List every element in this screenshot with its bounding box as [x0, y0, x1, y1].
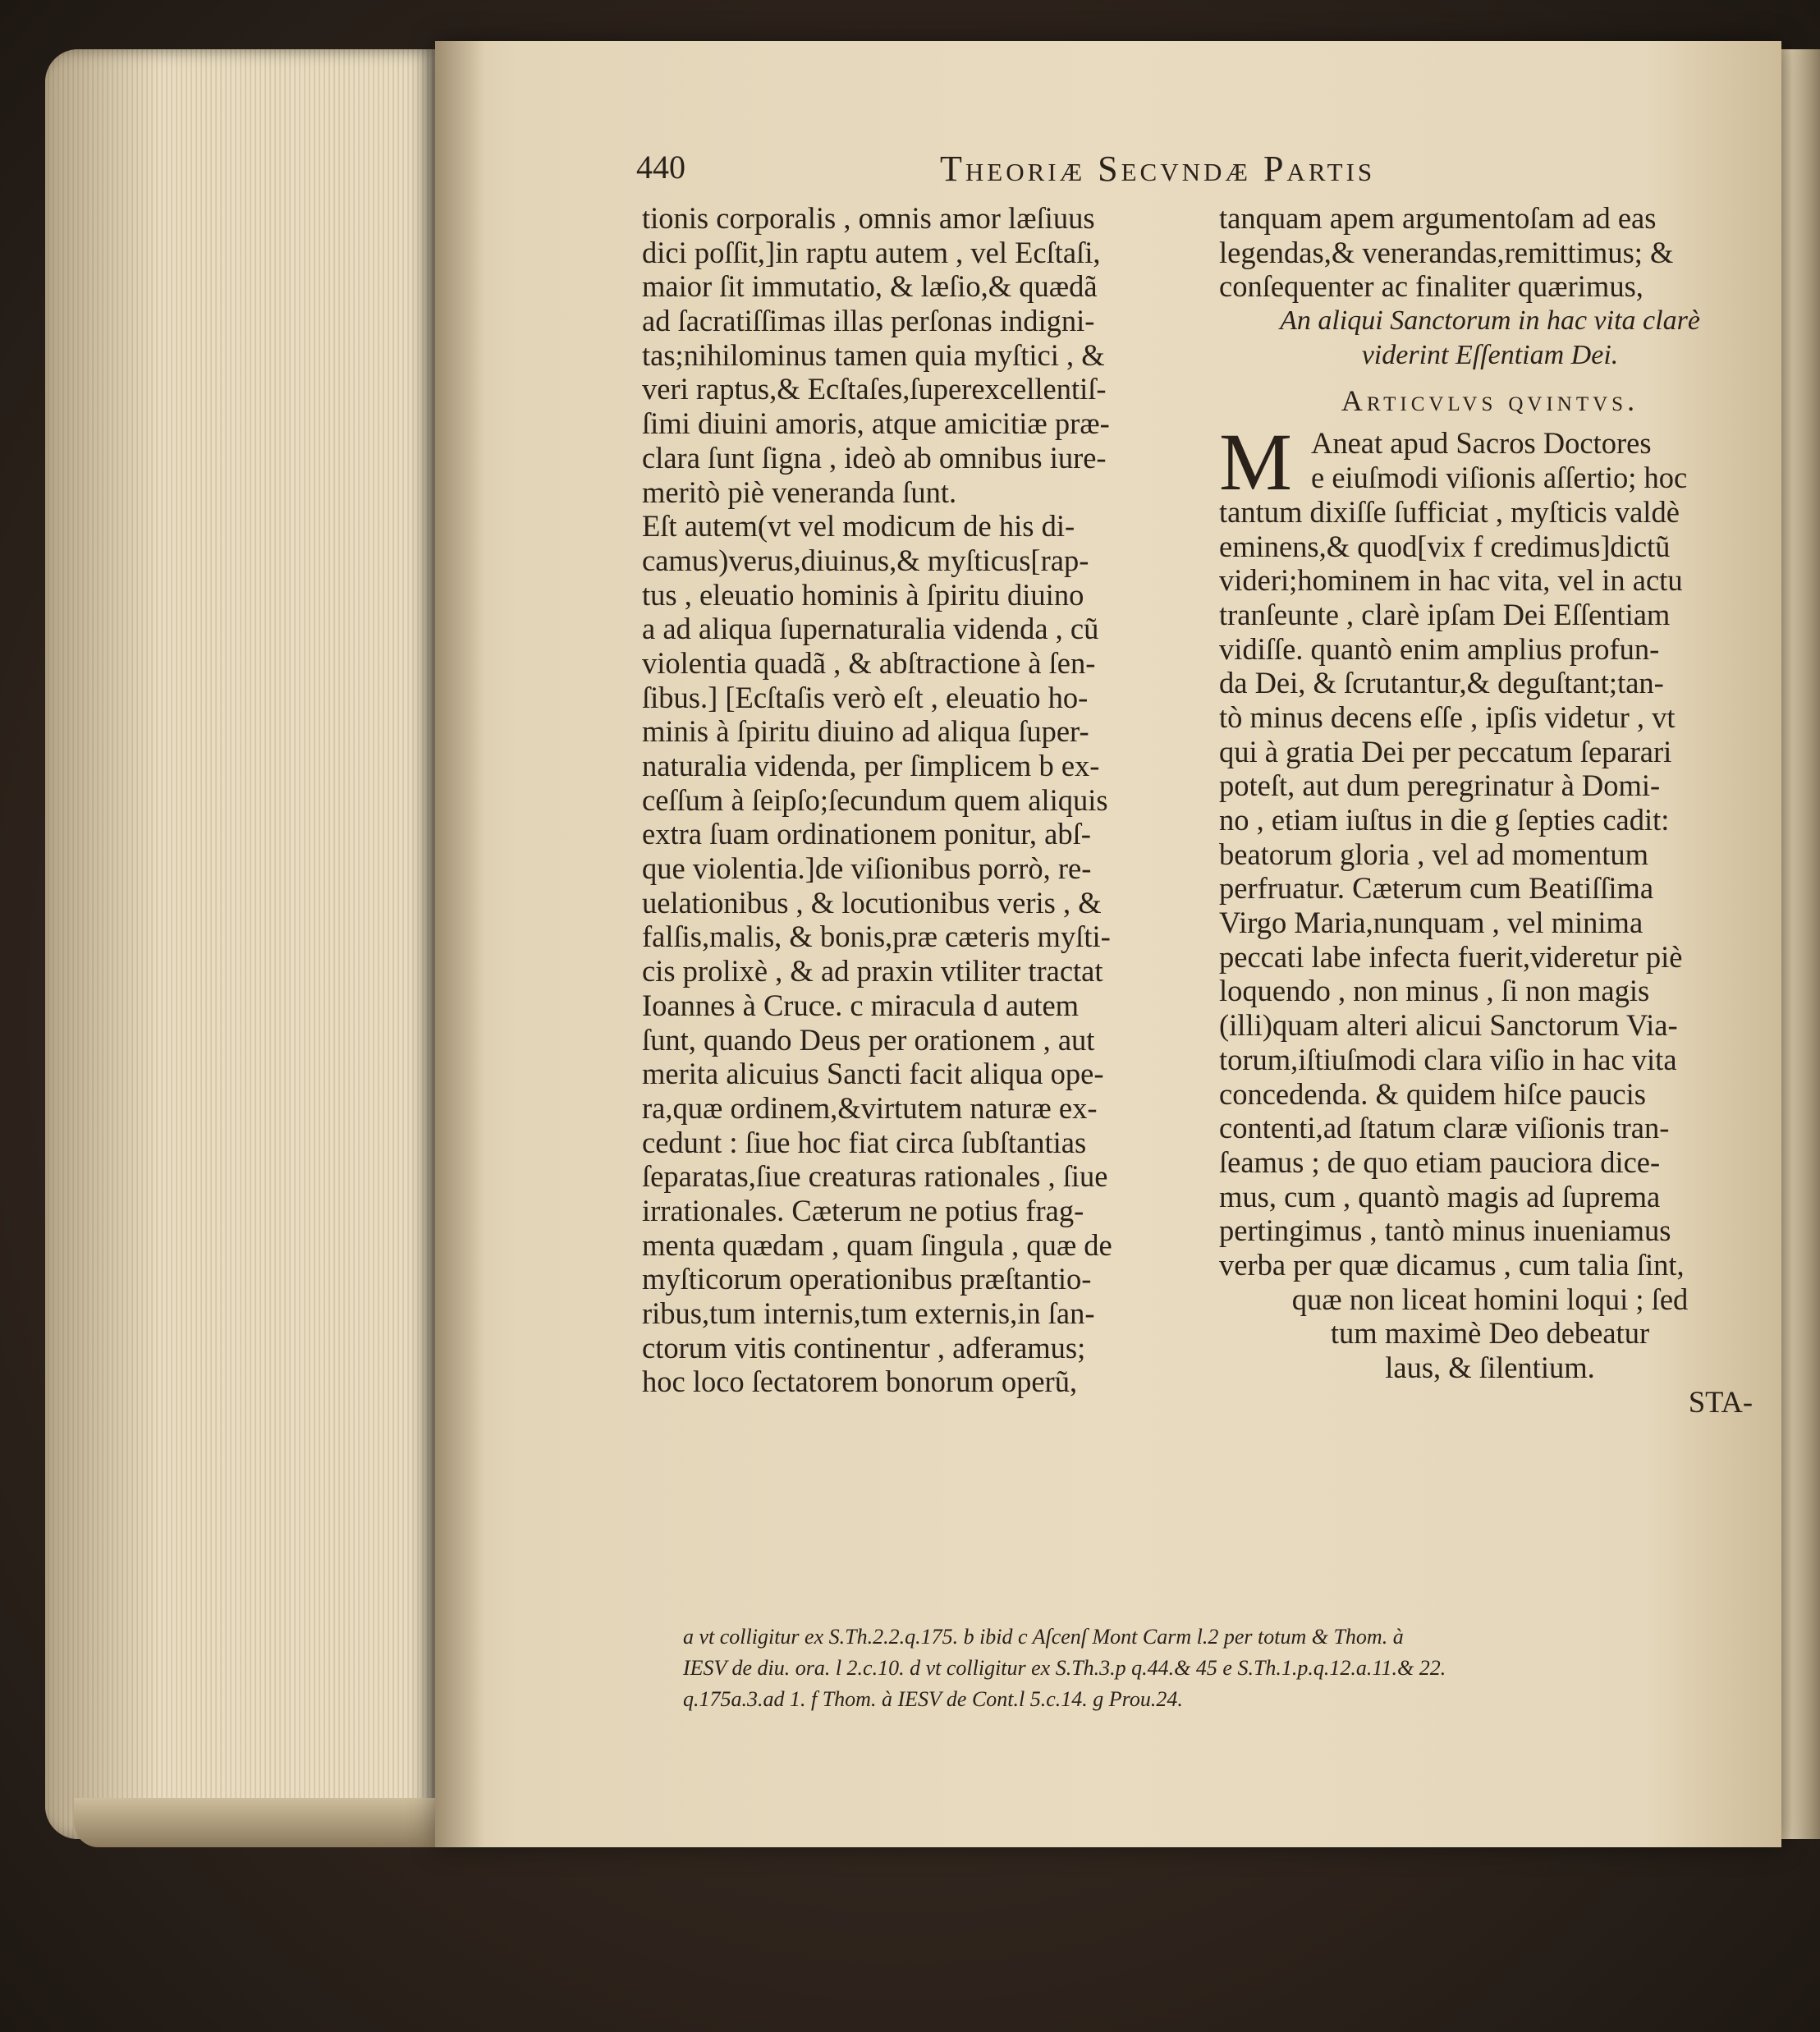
- dropcap-lines: [1219, 426, 1761, 494]
- text-line: menta quædam , quam ſingula , quæ de: [642, 1227, 1112, 1262]
- text-line: tò minus decens eſſe , ipſis videtur , vt: [1219, 700, 1676, 734]
- running-title: Theoriæ Secvndæ Partis: [940, 149, 1376, 189]
- text-line: tionis corporalis , omnis amor læſiuus: [642, 201, 1095, 235]
- text-line: da Dei, & ſcrutantur,& deguſtant;tan-: [1219, 666, 1664, 700]
- text-line: clara ſunt ſigna , ideò ab omnibus iure-: [642, 440, 1107, 475]
- text-line: tranſeunte , clarè ipſam Dei Eſſentiam: [1219, 597, 1671, 631]
- text-line: no , etiam iuſtus in die g ſepties cadit:: [1219, 803, 1670, 837]
- text-line: concedenda. & quidem hiſce paucis: [1219, 1076, 1646, 1111]
- text-line: ad ſacratiſſimas illas perſonas indigni-: [642, 304, 1095, 338]
- text-line: Eſt autem(vt vel modicum de his di-: [642, 509, 1075, 544]
- text-line: meritò piè veneranda ſunt.: [642, 475, 957, 509]
- text-line: ra,quæ ordinem,&virtutem naturæ ex-: [642, 1090, 1098, 1125]
- left-text-column: [642, 201, 1208, 1399]
- text-line: ſimi diuini amoris, atque amicitiæ præ-: [642, 406, 1110, 441]
- closing-line: laus, & ſilentium.: [1385, 1351, 1595, 1384]
- page-header: [636, 148, 1744, 197]
- footnote-line: a vt colligitur ex S.Th.2.2.q.175. b ibid c Aſcenſ Mont Carm l.2 per totum & Thom. à: [683, 1625, 1404, 1649]
- text-line: ſeparatas,ſiue creaturas rationales , ſiue: [642, 1159, 1108, 1194]
- text-line: minis à ſpiritu diuino ad aliqua ſuper-: [642, 714, 1089, 749]
- dropcap-paragraph: [1219, 416, 1761, 508]
- text-line: tas;nihilominus tamen quia myſtici , &: [642, 337, 1105, 372]
- text-line: tus , eleuatio hominis à ſpiritu diuino: [642, 577, 1084, 612]
- text-line: violentia quadã , & abſtractione à ſen-: [642, 645, 1096, 680]
- closing-line: tum maximè Deo debeatur: [1330, 1316, 1650, 1351]
- text-line: mus, cum , quantò magis ad ſuprema: [1219, 1179, 1661, 1213]
- text-line: veri raptus,& Ecſtaſes,ſuperexcellentiſ-: [642, 372, 1107, 406]
- text-line: contenti,ad ſtatum claræ viſionis tran-: [1219, 1111, 1670, 1145]
- text-line: beatorum gloria , vel ad momentum: [1219, 837, 1649, 871]
- page-number: 440: [636, 149, 685, 186]
- page-gutter-shadow: [435, 41, 484, 1847]
- text-line: irrationales. Cæterum ne potius frag-: [642, 1193, 1084, 1227]
- text-line: vidiſſe. quantò enim amplius profun-: [1219, 631, 1660, 666]
- right-body-lines: [1219, 495, 1761, 1282]
- text-line: tanquam apem argumentoſam ad eas: [1219, 201, 1657, 235]
- dropcap-letter: M: [1219, 416, 1292, 508]
- text-line: (illi)quam alteri alicui Sanctorum Via-: [1219, 1008, 1678, 1043]
- text-line: naturalia videnda, per ſimplicem b ex-: [642, 749, 1100, 782]
- text-line: camus)verus,diuinus,& myſticus[rap-: [642, 543, 1089, 577]
- text-line: merita alicuius Sancti facit aliqua ope-: [642, 1057, 1104, 1091]
- closing-line: quæ non liceat homini loqui ; ſed: [1291, 1282, 1689, 1316]
- text-line: poteſt, aut dum peregrinatur à Domi-: [1219, 768, 1661, 803]
- text-line: Ioannes à Cruce. c miracula d autem: [642, 988, 1080, 1022]
- text-line: cis prolixè , & ad praxin vtiliter tractat: [642, 954, 1103, 988]
- text-line: maior ſit immutatio, & læſio,& quædã: [642, 269, 1098, 304]
- text-line: uelationibus , & locutionibus veris , &: [642, 885, 1102, 920]
- text-line: conſequenter ac finaliter quærimus,: [1219, 269, 1644, 304]
- footnotes: [683, 1621, 1750, 1715]
- question-line: An aliqui Sanctorum in hac vita clarè: [1280, 305, 1700, 337]
- text-line: falſis,malis, & bonis,præ cæteris myſti-: [642, 920, 1111, 954]
- question-line: viderint Eſſentiam Dei.: [1361, 339, 1619, 370]
- text-line: torum,iſtiuſmodi clara viſio in hac vita: [1219, 1042, 1677, 1076]
- right-text-column: [1219, 201, 1761, 1419]
- text-line: Virgo Maria,nunquam , vel minima: [1219, 906, 1644, 940]
- catchword: STA-: [1688, 1384, 1753, 1419]
- text-line: Aneat apud Sacros Doctores: [1311, 426, 1652, 461]
- footnote-line: q.175a.3.ad 1. f Thom. à IESV de Cont.l 5.c.14. g Prou.24.: [683, 1687, 1183, 1711]
- text-line: eminens,& quod[vix f credimus]dictũ: [1219, 529, 1671, 563]
- text-line: legendas,& venerandas,remittimus; &: [1219, 235, 1674, 269]
- footnote-line: IESV de diu. ora. l 2.c.10. d vt colligitur ex S.Th.3.p q.44.& 45 e S.Th.1.p.q.12.a.11.& 22.: [683, 1656, 1446, 1680]
- closing-lines: [1219, 1282, 1761, 1385]
- text-line: dici poſſit,]in raptu autem , vel Ecſtaſi,: [642, 235, 1101, 269]
- text-line: pertingimus , tantò minus inueniamus: [1219, 1213, 1671, 1248]
- text-line: extra ſuam ordinationem ponitur, abſ-: [642, 817, 1091, 851]
- text-line: verba per quæ dicamus , cum talia ſint,: [1219, 1247, 1685, 1282]
- text-line: hoc loco ſectatorem bonorum operũ,: [642, 1365, 1078, 1399]
- text-line: cedunt : ſiue hoc fiat circa ſubſtantias: [642, 1125, 1087, 1159]
- intro-lines: [1219, 201, 1761, 304]
- text-line: videri;hominem in hac vita, vel in actu: [1219, 563, 1683, 598]
- text-line: e eiuſmodi viſionis aſſertio; hoc: [1311, 461, 1688, 495]
- text-line: myſticorum operationibus præſtantio-: [642, 1262, 1092, 1296]
- text-line: qui à gratia Dei per peccatum ſeparari: [1219, 734, 1672, 768]
- text-line: ribus,tum internis,tum externis,in ſan-: [642, 1296, 1095, 1330]
- text-line: ſunt, quando Deus per orationem , aut: [642, 1022, 1095, 1057]
- text-line: perfruatur. Cæterum cum Beatiſſima: [1219, 871, 1654, 906]
- text-line: ſeamus ; de quo etiam pauciora dice-: [1219, 1144, 1661, 1179]
- article-title: Articvlvs qvintvs.: [1341, 384, 1639, 418]
- text-line: ceſſum à ſeipſo;ſecundum quem aliquis: [642, 782, 1108, 817]
- book-bottom-edge: [74, 1798, 460, 1847]
- text-line: que violentia.]de viſionibus porrò, re-: [642, 851, 1092, 886]
- article-question: [1219, 304, 1761, 372]
- text-line: ſibus.] [Ecſtaſis verò eſt , eleuatio ho-: [642, 680, 1089, 714]
- fore-edge-shadow: [45, 49, 160, 1839]
- text-line: loquendo , non minus , ſi non magis: [1219, 974, 1650, 1008]
- text-line: a ad aliqua ſupernaturalia videnda , cũ: [642, 612, 1099, 646]
- text-line: peccati labe infecta fuerit,videretur piè: [1219, 939, 1683, 974]
- text-line: tantum dixiſſe ſufficiat , myſticis valdè: [1219, 494, 1680, 529]
- text-line: ctorum vitis continentur , adferamus;: [642, 1330, 1086, 1365]
